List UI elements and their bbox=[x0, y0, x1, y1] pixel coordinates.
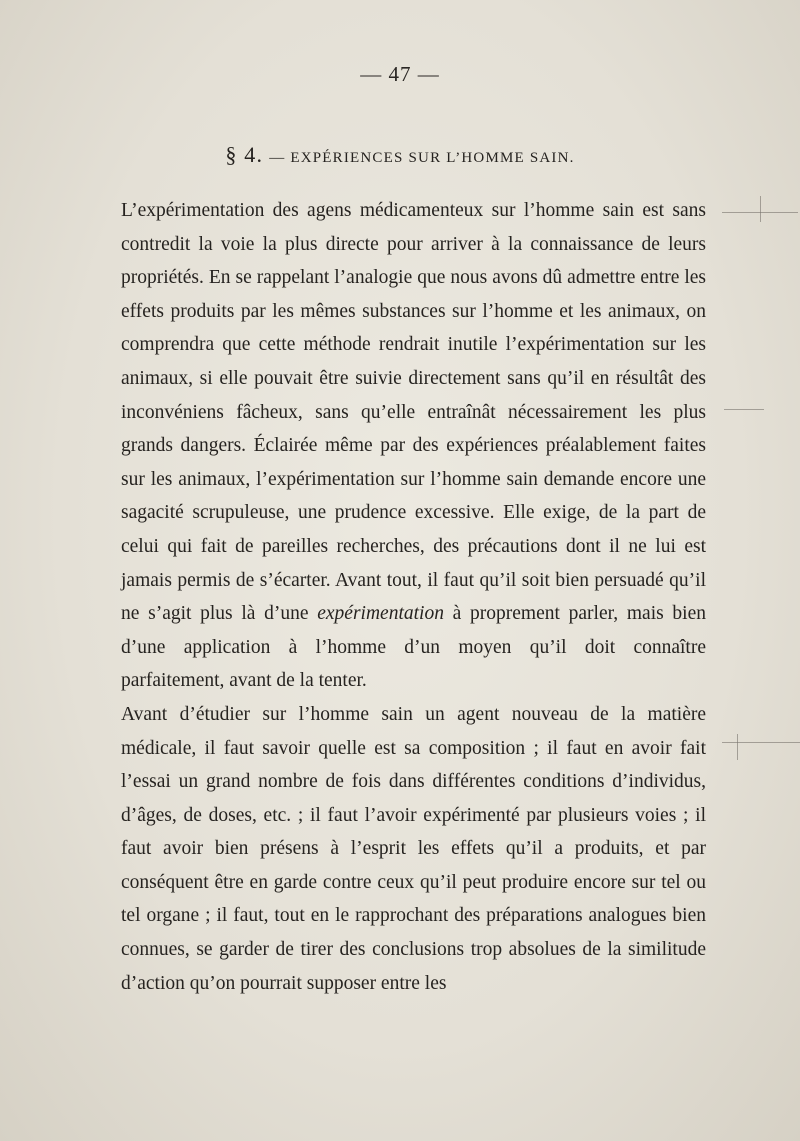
margin-mark-middle bbox=[724, 409, 764, 410]
margin-mark-lower-tick bbox=[737, 734, 738, 760]
margin-mark-lower bbox=[722, 742, 800, 743]
page-number: — 47 — bbox=[360, 62, 440, 86]
italic-term: expérimentation bbox=[317, 603, 444, 625]
section-heading bbox=[0, 142, 800, 168]
section-title: — EXPÉRIENCES SUR L’HOMME SAIN. bbox=[269, 150, 575, 166]
paragraph-1 bbox=[121, 194, 706, 698]
paragraph-1-text: L’expérimentation des agens médicamenteux sur l’homme sain est sans contredit la voie la plus directe pour arriver à la connaissance de leurs propriétés. En se rappelant l’analogie que nous avons dû admettre entre les effets produits par les mêmes substances sur l’homme et les animaux, on comprendra que cette méthode rendrait inutile l’expérimentation sur les animaux, si elle pouvait être suivie directement sans qu’il en résultât des inconvéniens fâcheux, sans qu’elle entraînât nécessairement les plus grands dangers. Éclairée même par des expériences préalablement faites sur les animaux, l’expérimentation sur l’homme sain demande encore une sagacité scrupuleuse, une prudence excessive. Elle exige, de la part de celui qui fait de pareilles recherches, des précautions dont il ne lui est jamais permis de s’écarter. Avant tout, il faut qu’il soit bien persuadé qu’il ne s’agit plus là d’une bbox=[121, 200, 706, 625]
paragraph-2: Avant d’étudier sur l’homme sain un agent nouveau de la matière médicale, il faut savoir quelle est sa composition ; il faut en avoir fait l’essai un grand nombre de fois dans différentes conditions d’individus, d’âges, de doses, etc. ; il faut l’avoir expérimenté par plusieurs voies ; il faut avoir bien présens à l’esprit les effets qu’il a produits, et par conséquent être en garde contre ceux qu’il peut produire encore sur tel ou tel organe ; il faut, tout en le rapprochant des préparations analogues bien connues, se garder de tirer des conclusions trop absolues de la similitude d’action qu’on pourrait supposer entre les bbox=[121, 703, 706, 994]
section-symbol: § 4. bbox=[225, 142, 264, 167]
margin-mark-top-tick bbox=[760, 196, 761, 222]
body-text bbox=[121, 194, 706, 1000]
paragraph-1-tail: à proprement parler, mais bien d’une application à l’homme d’un moyen qu’il doit connaître parfaitement, avant de la tenter. bbox=[121, 603, 706, 692]
